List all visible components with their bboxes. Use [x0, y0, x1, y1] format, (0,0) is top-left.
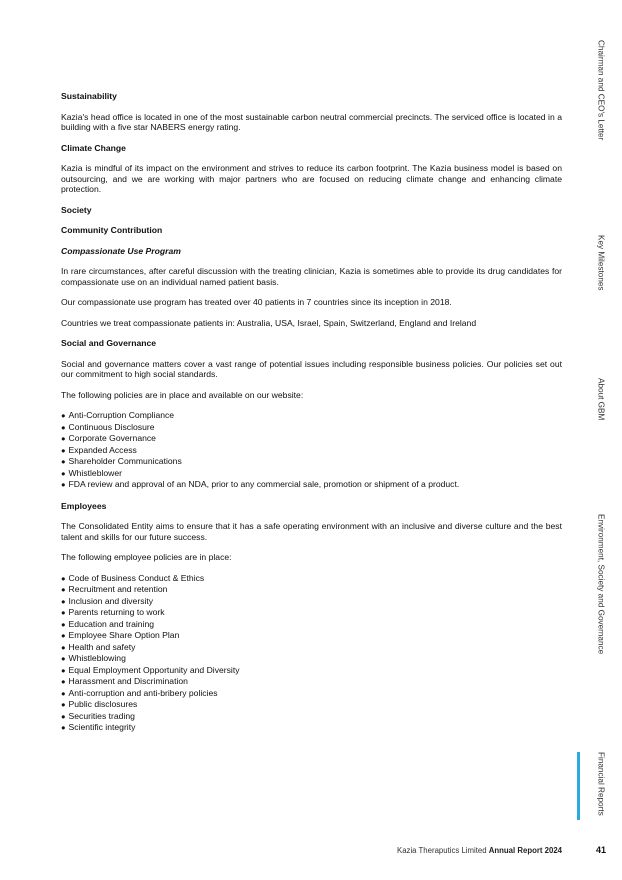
heading-society: Society — [61, 204, 92, 215]
side-nav-about-gbm[interactable] — [586, 378, 616, 420]
list-item: ● Securities trading — [61, 711, 562, 723]
list-item: ● Whistleblowing — [61, 653, 562, 665]
list-item: ● Whistleblower — [61, 468, 562, 480]
heading-compassionate-use: Compassionate Use Program — [61, 245, 181, 256]
side-nav-financial-reports[interactable] — [586, 752, 616, 816]
heading-employees: Employees — [61, 500, 107, 511]
paragraph-employees-1: The Consolidated Entity aims to ensure that it has a safe operating environment with an inclusive and diverse culture and the best talent and skills for our future success. — [61, 521, 562, 542]
governance-policy-list — [61, 410, 562, 491]
page-content — [61, 91, 562, 744]
footer-report-title: Annual Report 2024 — [488, 846, 562, 855]
side-nav-key-milestones[interactable] — [586, 235, 616, 291]
heading-social-governance: Social and Governance — [61, 338, 157, 348]
list-item: ● Anti-Corruption Compliance — [61, 410, 562, 422]
list-item: ● Shareholder Communications — [61, 456, 562, 468]
paragraph-compassionate-1: In rare circumstances, after careful discussion with the treating clinician, Kazia is sometimes able to provide its drug candidates for compassionate use on an individual named patient basis. — [61, 266, 562, 287]
list-item: ● Education and training — [61, 619, 562, 631]
list-item: ● Health and safety — [61, 642, 562, 654]
paragraph-compassionate-2: Our compassionate use program has treated over 40 patients in 7 countries since its inception in 2018. — [61, 297, 452, 307]
list-item: ● Expanded Access — [61, 445, 562, 457]
list-item: ● Recruitment and retention — [61, 584, 562, 596]
side-nav-chairman-letter[interactable] — [586, 40, 616, 140]
side-nav-label: Financial Reports — [596, 752, 606, 816]
heading-climate-change: Climate Change — [61, 142, 126, 153]
side-nav-label: Key Milestones — [596, 235, 606, 291]
paragraph-sustainability: Kazia's head office is located in one of the most sustainable carbon neutral commercial precincts. The serviced office is located in a building with a five star NABERS energy rating. — [61, 111, 562, 132]
list-item: ● FDA review and approval of an NDA, prior to any commercial sale, promotion or shipment of a product. — [61, 479, 562, 491]
list-item: ● Scientific integrity — [61, 722, 562, 734]
footer-company: Kazia Theraputics Limited — [397, 846, 487, 855]
list-item: ● Harassment and Discrimination — [61, 676, 562, 688]
list-item: ● Public disclosures — [61, 699, 562, 711]
heading-sustainability: Sustainability — [61, 91, 117, 101]
employee-policy-list — [61, 573, 562, 734]
paragraph-climate-change: Kazia is mindful of its impact on the environment and strives to reduce its carbon footprint. The Kazia business model is based on outsourcing, and we are working with major partners who are focused on reducing climate change and enhancing climate protection. — [61, 163, 562, 194]
side-nav-label: About GBM — [596, 378, 606, 421]
list-item: ● Employee Share Option Plan — [61, 630, 562, 642]
page-footer — [397, 846, 562, 855]
paragraph-governance-1: Social and governance matters cover a vast range of potential issues including responsible business policies. Our policies set out our commitment to high social standards. — [61, 358, 562, 379]
paragraph-employees-2: The following employee policies are in place: — [61, 552, 232, 562]
list-item: ● Code of Business Conduct & Ethics — [61, 573, 562, 585]
list-item: ● Parents returning to work — [61, 607, 562, 619]
side-nav-esg[interactable] — [586, 514, 616, 654]
list-item: ● Continuous Disclosure — [61, 422, 562, 434]
heading-community-contribution: Community Contribution — [61, 225, 163, 235]
list-item: ● Inclusion and diversity — [61, 596, 562, 608]
list-item: ● Equal Employment Opportunity and Diversity — [61, 665, 562, 677]
list-item: ● Anti-corruption and anti-bribery policies — [61, 688, 562, 700]
side-nav-label: Chairman and CEO's Letter — [596, 40, 606, 141]
paragraph-governance-2: The following policies are in place and available on our website: — [61, 389, 304, 400]
active-section-indicator — [577, 752, 580, 820]
paragraph-compassionate-3: Countries we treat compassionate patients in: Australia, USA, Israel, Spain, Switzerland, England and Ireland — [61, 317, 477, 328]
side-nav-label: Environment, Society and Governance — [596, 514, 606, 655]
page-number: 41 — [595, 845, 606, 855]
list-item: ● Corporate Governance — [61, 433, 562, 445]
